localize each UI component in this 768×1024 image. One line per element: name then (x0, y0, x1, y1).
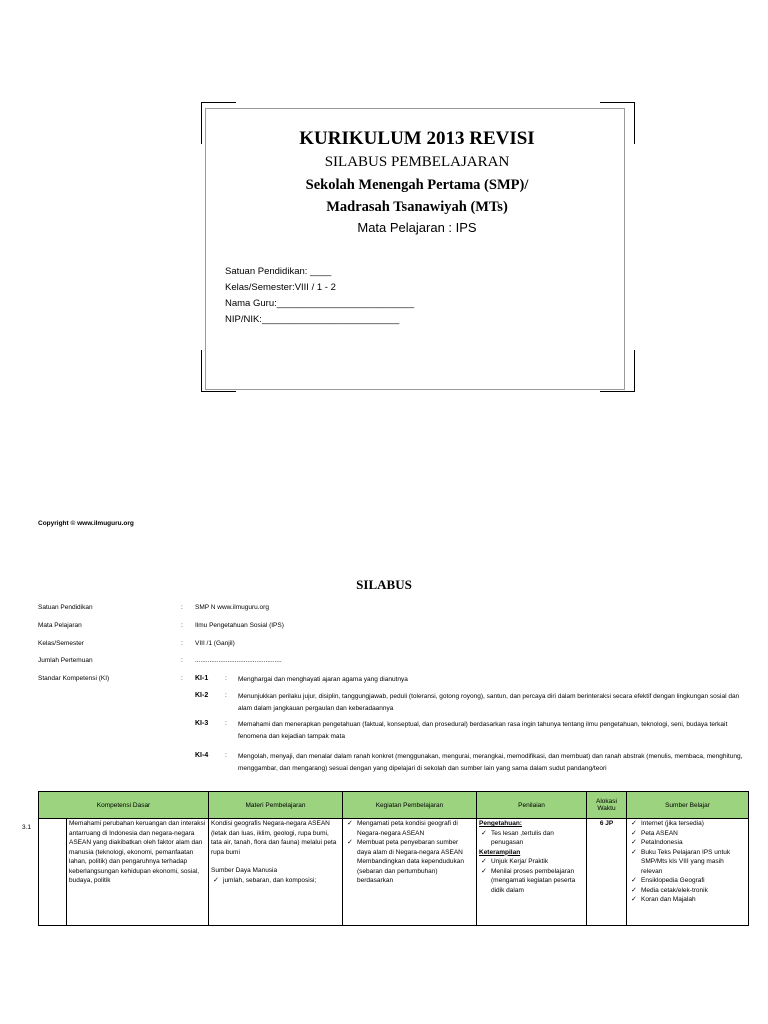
frame-side-mark (634, 350, 635, 382)
frame-side-mark (634, 112, 635, 144)
header-materi: Materi Pembelajaran (209, 792, 343, 819)
list-item: ✓ Unjuk Kerja/ Praktik (479, 857, 584, 867)
cell-kompetensi-dasar: Memahami perubahan keruangan dan interaksi antarruang di Indonesia dan negara-negara ASEAN yang diakibatkan oleh faktor alam dan manusia (teknologi, ekonomi, pemanfaatan lahan, politik) dan pengaruhnya terhadap keberlangsungan kehidupan ekonomi, sosial, budaya, politik (67, 819, 209, 926)
ki-colon: : (225, 675, 227, 682)
cover-field-kelas: Kelas/Semester:VIII / 1 - 2 (225, 282, 336, 293)
header-kompetensi-dasar: Kompetensi Dasar (39, 792, 209, 819)
frame-corner-top-right (600, 102, 635, 117)
kegiatan-list (345, 819, 474, 857)
info-label: Kelas/Semester (38, 640, 84, 647)
list-item: ✓ Mengamati peta kondisi geografi di Negara-negara ASEAN (345, 819, 474, 838)
header-penilaian: Penilaian (477, 792, 587, 819)
info-label: Jumlah Pertemuan (38, 657, 93, 664)
ki-colon: : (225, 692, 227, 699)
sumber-list (629, 819, 746, 905)
ki-code: KI-1 (195, 675, 209, 682)
table-header-row (39, 792, 749, 819)
cell-alokasi: 6 JP (587, 819, 627, 926)
info-value: ................................................ (195, 657, 282, 664)
penilaian-list (479, 857, 584, 895)
cover-field-nip: NIP/NIK:__________________________ (225, 314, 400, 325)
ki-colon: : (225, 752, 227, 759)
info-value: SMP N www.ilmuguru.org (195, 604, 269, 611)
list-item: ✓ Ensiklopedia Geografi (629, 876, 746, 886)
list-item: ✓ Menilai proses pembelajaran (mengamati kegiatan peserta didik dalam (479, 867, 584, 896)
list-item: ✓ Membuat peta penyebaran sumber daya alam di Negara-negara ASEAN (345, 838, 474, 857)
info-colon: : (181, 675, 183, 682)
info-label: Standar Kompetensi (KI) (38, 675, 110, 682)
cell-materi (209, 819, 343, 926)
table-row (39, 819, 749, 926)
materi-text: Kondisi geografis Negara-negara ASEAN (letak dan luas, iklim, geologi, rupa bumi, tata air, tanah, flora dan fauna) melalui peta rupa bumi (211, 820, 337, 856)
info-value: VIII /1 (Ganjil) (195, 640, 235, 647)
cover-school-line1: Sekolah Menengah Pertama (SMP)/ (305, 177, 529, 193)
kegiatan-text: Membandingkan data kependudukan (sebaran dan pertumbuhan) berdasarkan (357, 858, 464, 884)
info-colon: : (181, 657, 183, 664)
cover-subtitle: SILABUS PEMBELAJARAN (324, 154, 510, 170)
penilaian-heading: Keterampilan (479, 848, 521, 856)
ki-text: Memahami dan menerapkan pengetahuan (faktual, konseptual, dan prosedural) berdasarkan rasa ingin tahunya tentang ilmu pengetahuan, teknologi, seni, budaya terkait fenomena dan kejadian tampak mata (238, 721, 728, 740)
header-kegiatan: Kegiatan Pembelajaran (343, 792, 477, 819)
cell-penilaian (477, 819, 587, 926)
materi-subheading: Sumber Daya Manusia (211, 867, 278, 874)
ki-code: KI-2 (195, 692, 209, 699)
row-number: 3.1 (22, 824, 32, 831)
list-item: ✓ Internet (jika tersedia) (629, 819, 746, 829)
cover-frame (205, 104, 629, 386)
list-item: ✓ Koran dan Majalah (629, 895, 746, 905)
frame-side-mark (201, 112, 202, 144)
cover-border (205, 108, 625, 390)
silabus-table (38, 791, 749, 926)
silabus-title: SILABUS (356, 577, 412, 592)
frame-corner-top-left (201, 102, 236, 117)
ki-code: KI-4 (195, 752, 209, 759)
list-item: ✓ Buku Teks Pelajaran IPS untuk SMP/Mts kls VIII yang masih relevan (629, 848, 746, 877)
list-item: ✓ Peta ASEAN (629, 829, 746, 839)
penilaian-heading: Pengetahuan: (479, 820, 522, 827)
ki-text: Menunjukkan perilaku jujur, disiplin, tanggungjawab, peduli (toleransi, gotong royong), santun, dan percaya diri dalam berinteraksi secara efektif dengan lingkungan sosial dan alam dalam jangkauan pergaulan dan keberadaannya (238, 693, 740, 712)
list-item: ✓ jumlah, sebaran, dan komposisi; (211, 876, 340, 886)
cover-field-guru: Nama Guru:__________________________ (225, 298, 415, 309)
info-colon: : (181, 622, 183, 629)
cover-subject: Mata Pelajaran : IPS (357, 220, 477, 235)
list-item: ✓ Tes lesan ,tertulis dan penugasan (479, 829, 584, 848)
list-item: ✓ Media cetak/elek-tronik (629, 886, 746, 896)
cell-kegiatan (343, 819, 477, 926)
ki-text: Menghargai dan menghayati ajaran agama yang dianutnya (238, 676, 408, 683)
ki-text: Mengolah, menyaji, dan menalar dalam ranah konkret (menggunakan, mengurai, merangkai, memodifikasi, dan membuat) dan ranah abstrak (menulis, membaca, menghitung, menggambar, dan mengarang) sesuai dengan yang dipelajari di sekolah dan sumber lain yang sama dalam sudut pandang/teori (238, 753, 743, 772)
materi-list (211, 876, 340, 886)
info-label: Satuan Pendidikan (38, 604, 93, 611)
cover-title: KURIKULUM 2013 REVISI (299, 128, 535, 149)
info-colon: : (181, 640, 183, 647)
ki-code: KI-3 (195, 720, 209, 727)
header-sumber: Sumber Belajar (627, 792, 749, 819)
info-value: Ilmu Pengetahuan Sosial (IPS) (195, 622, 284, 629)
copyright-text: Copyright © www.ilmuguru.org (38, 520, 134, 527)
cell-sumber (627, 819, 749, 926)
info-label: Mata Pelajaran (38, 622, 82, 629)
penilaian-list (479, 829, 584, 848)
frame-corner-bottom-right (600, 377, 635, 392)
header-alokasi: Alokasi Waktu (587, 792, 627, 819)
cover-school-line2: Madrasah Tsanawiyah (MTs) (326, 199, 508, 215)
list-item: ✓ PetaIndonesia (629, 838, 746, 848)
ki-colon: : (225, 720, 227, 727)
info-colon: : (181, 604, 183, 611)
frame-corner-bottom-left (201, 377, 236, 392)
frame-side-mark (201, 350, 202, 382)
cell-blank (39, 819, 67, 926)
cover-field-satuan: Satuan Pendidikan: ____ (225, 266, 332, 277)
